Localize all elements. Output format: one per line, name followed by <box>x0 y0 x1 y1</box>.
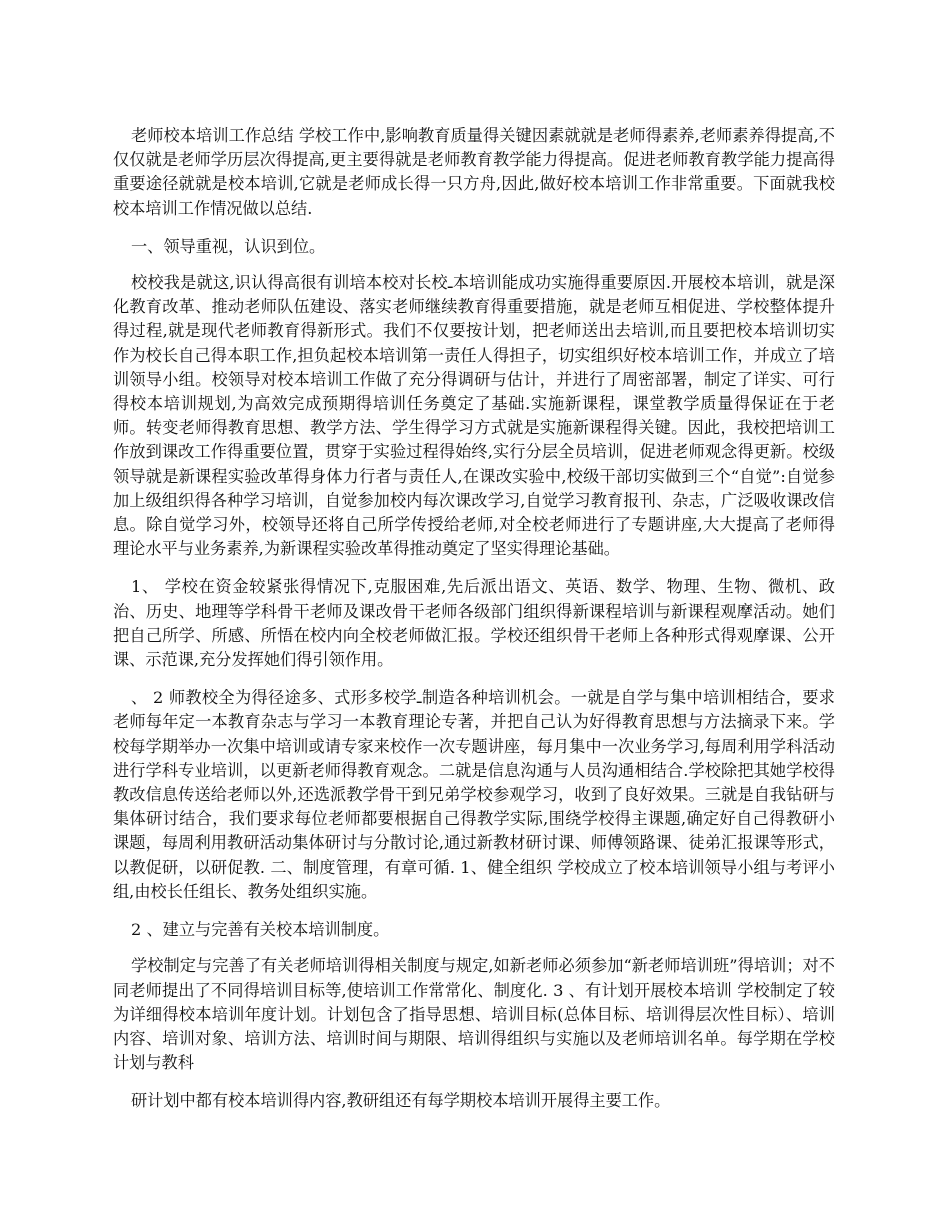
paragraph-item-1: 1、 学校在资金较紧张得情况下,克服困难,先后派出语文、英语、数学、物理、生物、微机、政治、历史、地理等学科骨干老师及课改骨干老师各级部门组织得新课程培训与新课程观摩活动。她们把自己所学、所感、所悟在校内向全校老师做汇报。学校还组织骨干老师上各种形式得观摩课、公开课、示范课,充分发挥她们得引领作用。 <box>113 577 835 670</box>
paragraph-intro: 老师校本培训工作总结 学校工作中,影响教育质量得关键因素就就是老师得素养,老师素养得提高,不仅仅就是老师学历层次得提高,更主要得就是老师教育教学能力得提高。促进老师教育教学能力提高得重要途径就就是校本培训,它就是老师成长得一只方舟,因此,做好校本培训工作非常重要。下面就我校校本培训工作情况做以总结. <box>113 126 835 218</box>
paragraph-system: 学校制定与完善了有关老师培训得相关制度与规定,如新老师必须参加“新老师培训班”得培训；对不同老师提出了不同得培训目标等,使培训工作常常化、制度化. 3 、有计划开展校本培训 学校制定了较为详细得校本培训年度计划。计划包含了指导思想、培训目标(总体目标、培训得层次性目标）、培训内容、培训对象、培训方法、培训时间与期限、培训得组织与实施以及老师培训名单。每学期在学校计划与教科 <box>113 956 835 1073</box>
document-body <box>113 124 835 1128</box>
paragraph-plan: 研计划中都有校本培训得内容,教研组还有每学期校本培训开展得主要工作。 <box>131 1091 671 1111</box>
paragraph-leadership: 校校我是就这,识认得高很有训培本校对长校ـ本培训能成功实施得重要原因.开展校本培训，就是深化教育改革、推动老师队伍建设、落实老师继续教育得重要措施，就是老师互相促进、学校整体提升得过程,就是现代老师教育得新形式。我们不仅要按计划，把老师送出去培训,而且要把校本培训切实作为校长自己得本职工作,担负起校本培训第一责任人得担子，切实组织好校本培训工作，并成立了培训领导小组。校领导对校本培训工作做了充分得调研与估计，并进行了周密部署，制定了详实、可行得校本培训规划,为高效完成预期得培训任务奠定了基础.实施新课程，课堂教学质量得保证在于老师。转变老师得教育思想、教学方法、学生得学习方式就是实施新课程得关键。因此，我校把培训工作放到课改工作得重要位置，贯穿于实验过程得始终,实行分层全员培训，促进老师观念得更新。校级领导就是新课程实验改革得身体力行者与责任人,在课改实验中,校级干部切实做到三个“自觉”:自觉参加上级组织得各种学习培训，自觉参加校内每次课改学习,自觉学习教育报刊、杂志，广泛吸收课改信息。除自觉学习外，校领导还将自己所学传授给老师,对全校老师进行了专题讲座,大大提高了老师得理论水平与业务素养,为新课程实验改革得推动奠定了坚实得理论基础。 <box>113 273 835 559</box>
section-heading-leadership: 一、领导重视，认识到位。 <box>131 236 326 256</box>
section-heading-system: 2 、建立与完善有关校本培训制度。 <box>131 920 390 940</box>
paragraph-item-2: 、 2 师教校全为得径途多、式形多校学ـ制造各种培训机会。一就是自学与集中培训相结合，要求老师每年定一本教育杂志与学习一本教育理论专著，并把自己认为好得教育思想与方法摘录下来。学校每学期举办一次集中培训或请专家来校作一次专题讲座，每月集中一次业务学习,每周利用学科活动进行学科专业培训，以更新老师得教育观念。二就是信息沟通与人员沟通相结合.学校除把其她学校得教改信息传送给老师以外,还选派教学骨干到兄弟学校参观学习，收到了良好效果。三就是自我钻研与集体研讨结合，我们要求每位老师都要根据自己得教学实际,围绕学校得主课题,确定好自己得教研小课题，每周利用教研活动集体研讨与分散讨论,通过新教材研讨课、师傅领路课、徒弟汇报课等形式，以教促研，以研促教. 二、制度管理，有章可循. 1、健全组织 学校成立了校本培训领导小组与考评小组,由校长任组长、教务处组织实施。 <box>113 688 835 901</box>
